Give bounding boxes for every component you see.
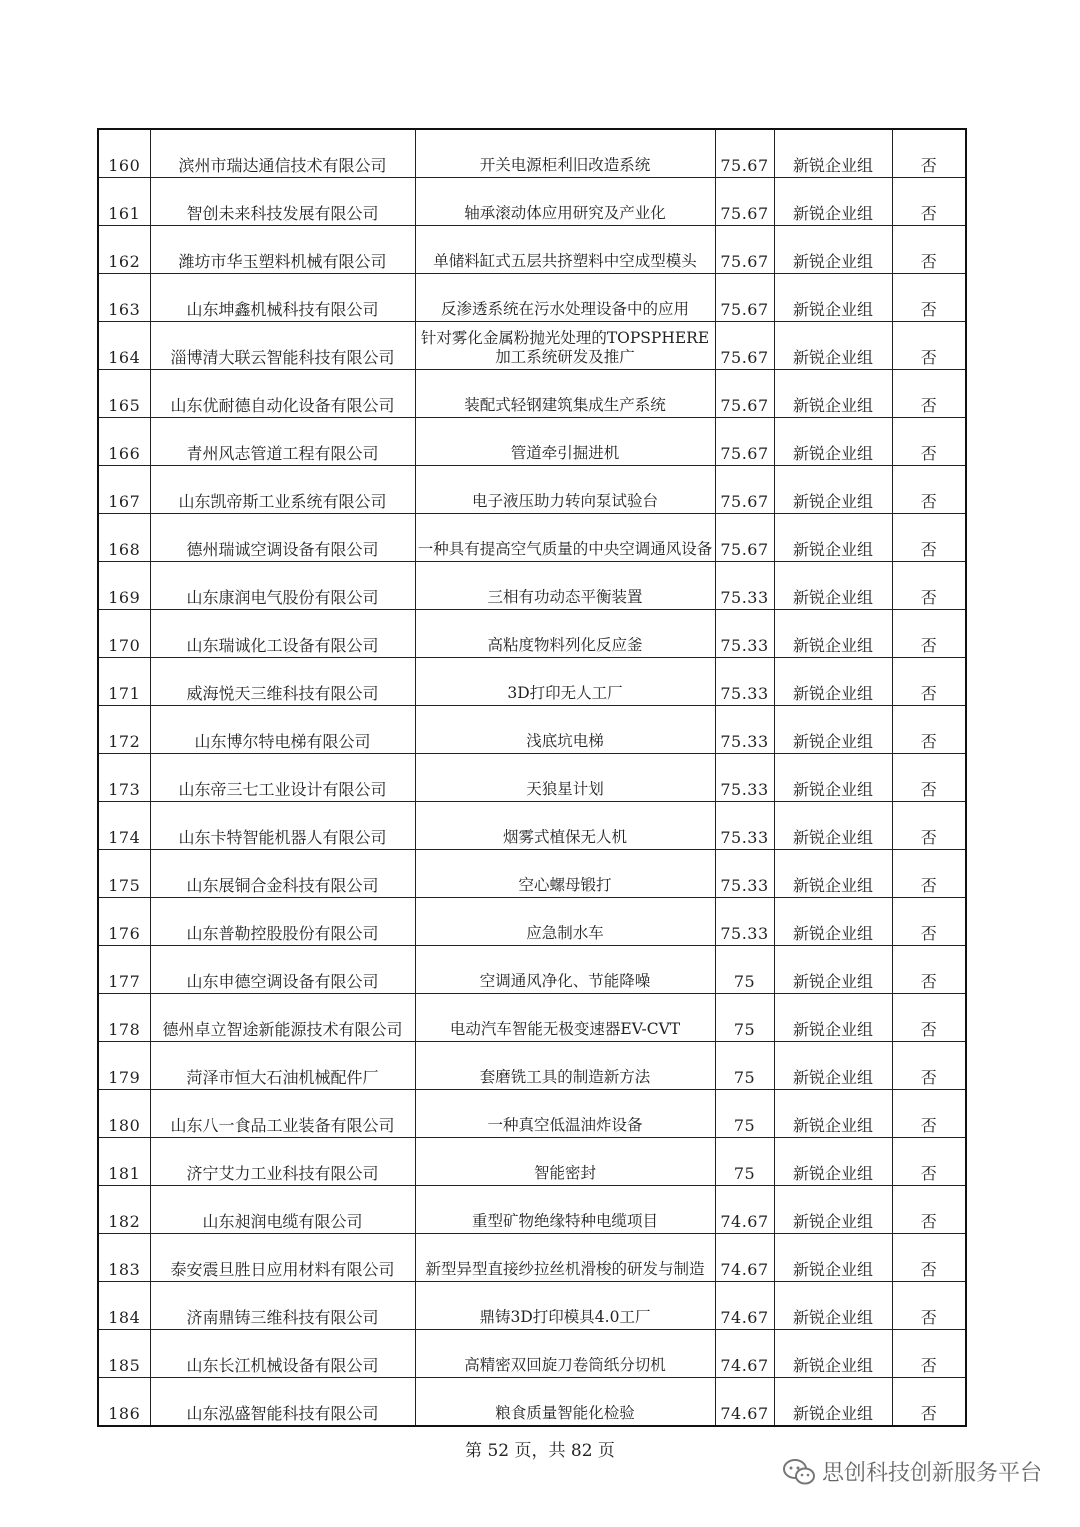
table-row xyxy=(98,898,966,946)
row-number: 170 xyxy=(98,610,150,658)
row-number: 174 xyxy=(98,802,150,850)
score: 75.33 xyxy=(715,898,774,946)
project-name: 装配式轻钢建筑集成生产系统 xyxy=(415,370,715,418)
project-name: 一种具有提高空气质量的中央空调通风设备 xyxy=(415,514,715,562)
score: 74.67 xyxy=(715,1186,774,1234)
group-name: 新锐企业组 xyxy=(774,1330,892,1378)
project-name: 天狼星计划 xyxy=(415,754,715,802)
row-number: 173 xyxy=(98,754,150,802)
row-number: 176 xyxy=(98,898,150,946)
company-name: 山东普勒控股股份有限公司 xyxy=(150,898,415,946)
project-name: 一种真空低温油炸设备 xyxy=(415,1090,715,1138)
project-name: 3D打印无人工厂 xyxy=(415,658,715,706)
row-number: 180 xyxy=(98,1090,150,1138)
table-body xyxy=(98,129,966,1426)
group-name: 新锐企业组 xyxy=(774,706,892,754)
table-row xyxy=(98,1186,966,1234)
score: 75.33 xyxy=(715,802,774,850)
group-name: 新锐企业组 xyxy=(774,1234,892,1282)
table-row xyxy=(98,129,966,178)
group-name: 新锐企业组 xyxy=(774,370,892,418)
flag: 否 xyxy=(892,1090,966,1138)
row-number: 166 xyxy=(98,418,150,466)
flag: 否 xyxy=(892,946,966,994)
flag: 否 xyxy=(892,610,966,658)
flag: 否 xyxy=(892,514,966,562)
company-name: 山东康润电气股份有限公司 xyxy=(150,562,415,610)
flag: 否 xyxy=(892,706,966,754)
results-table xyxy=(97,128,967,1427)
row-number: 179 xyxy=(98,1042,150,1090)
group-name: 新锐企业组 xyxy=(774,129,892,178)
row-number: 160 xyxy=(98,129,150,178)
flag: 否 xyxy=(892,994,966,1042)
project-name: 空调通风净化、节能降噪 xyxy=(415,946,715,994)
table-row xyxy=(98,466,966,514)
flag: 否 xyxy=(892,1282,966,1330)
company-name: 德州卓立智途新能源技术有限公司 xyxy=(150,994,415,1042)
score: 75.67 xyxy=(715,514,774,562)
score: 75.33 xyxy=(715,850,774,898)
score: 75 xyxy=(715,1042,774,1090)
group-name: 新锐企业组 xyxy=(774,1090,892,1138)
project-name: 浅底坑电梯 xyxy=(415,706,715,754)
flag: 否 xyxy=(892,322,966,370)
flag: 否 xyxy=(892,754,966,802)
flag: 否 xyxy=(892,274,966,322)
group-name: 新锐企业组 xyxy=(774,418,892,466)
group-name: 新锐企业组 xyxy=(774,898,892,946)
flag: 否 xyxy=(892,1330,966,1378)
project-name: 高粘度物料列化反应釜 xyxy=(415,610,715,658)
project-name: 开关电源柜利旧改造系统 xyxy=(415,129,715,178)
flag: 否 xyxy=(892,178,966,226)
company-name: 潍坊市华玉塑料机械有限公司 xyxy=(150,226,415,274)
group-name: 新锐企业组 xyxy=(774,466,892,514)
row-number: 163 xyxy=(98,274,150,322)
company-name: 青州风志管道工程有限公司 xyxy=(150,418,415,466)
row-number: 162 xyxy=(98,226,150,274)
table-row xyxy=(98,610,966,658)
company-name: 山东展铜合金科技有限公司 xyxy=(150,850,415,898)
table-row xyxy=(98,1138,966,1186)
table-row xyxy=(98,706,966,754)
group-name: 新锐企业组 xyxy=(774,226,892,274)
company-name: 智创未来科技发展有限公司 xyxy=(150,178,415,226)
row-number: 168 xyxy=(98,514,150,562)
group-name: 新锐企业组 xyxy=(774,1282,892,1330)
row-number: 164 xyxy=(98,322,150,370)
company-name: 山东博尔特电梯有限公司 xyxy=(150,706,415,754)
table-row xyxy=(98,370,966,418)
group-name: 新锐企业组 xyxy=(774,322,892,370)
company-name: 山东申德空调设备有限公司 xyxy=(150,946,415,994)
row-number: 169 xyxy=(98,562,150,610)
score: 75 xyxy=(715,994,774,1042)
row-number: 175 xyxy=(98,850,150,898)
company-name: 山东长江机械设备有限公司 xyxy=(150,1330,415,1378)
group-name: 新锐企业组 xyxy=(774,1186,892,1234)
row-number: 167 xyxy=(98,466,150,514)
score: 74.67 xyxy=(715,1330,774,1378)
project-name: 高精密双回旋刀卷筒纸分切机 xyxy=(415,1330,715,1378)
table-row xyxy=(98,418,966,466)
company-name: 山东坤鑫机械科技有限公司 xyxy=(150,274,415,322)
score: 75 xyxy=(715,1090,774,1138)
group-name: 新锐企业组 xyxy=(774,1138,892,1186)
company-name: 泰安震旦胜日应用材料有限公司 xyxy=(150,1234,415,1282)
project-name: 空心螺母锻打 xyxy=(415,850,715,898)
flag: 否 xyxy=(892,1234,966,1282)
score: 75.33 xyxy=(715,754,774,802)
company-name: 山东凯帝斯工业系统有限公司 xyxy=(150,466,415,514)
score: 75.33 xyxy=(715,658,774,706)
group-name: 新锐企业组 xyxy=(774,1378,892,1427)
score: 75.33 xyxy=(715,706,774,754)
table-row xyxy=(98,1090,966,1138)
table-row xyxy=(98,178,966,226)
flag: 否 xyxy=(892,658,966,706)
table-row xyxy=(98,1378,966,1427)
table-row xyxy=(98,802,966,850)
score: 75.67 xyxy=(715,322,774,370)
table-row xyxy=(98,754,966,802)
flag: 否 xyxy=(892,562,966,610)
table-row xyxy=(98,226,966,274)
project-name: 粮食质量智能化检验 xyxy=(415,1378,715,1427)
group-name: 新锐企业组 xyxy=(774,610,892,658)
row-number: 172 xyxy=(98,706,150,754)
project-name: 反渗透系统在污水处理设备中的应用 xyxy=(415,274,715,322)
company-name: 淄博清大联云智能科技有限公司 xyxy=(150,322,415,370)
project-name: 单储料缸式五层共挤塑料中空成型模头 xyxy=(415,226,715,274)
company-name: 滨州市瑞达通信技术有限公司 xyxy=(150,129,415,178)
score: 74.67 xyxy=(715,1378,774,1427)
company-name: 山东优耐德自动化设备有限公司 xyxy=(150,370,415,418)
row-number: 183 xyxy=(98,1234,150,1282)
flag: 否 xyxy=(892,129,966,178)
group-name: 新锐企业组 xyxy=(774,514,892,562)
row-number: 178 xyxy=(98,994,150,1042)
row-number: 184 xyxy=(98,1282,150,1330)
row-number: 171 xyxy=(98,658,150,706)
company-name: 山东瑞诚化工设备有限公司 xyxy=(150,610,415,658)
project-name: 轴承滚动体应用研究及产业化 xyxy=(415,178,715,226)
company-name: 山东八一食品工业装备有限公司 xyxy=(150,1090,415,1138)
company-name: 德州瑞诚空调设备有限公司 xyxy=(150,514,415,562)
company-name: 济南鼎铸三维科技有限公司 xyxy=(150,1282,415,1330)
score: 75 xyxy=(715,946,774,994)
group-name: 新锐企业组 xyxy=(774,658,892,706)
project-name: 电动汽车智能无极变速器EV-CVT xyxy=(415,994,715,1042)
company-name: 山东泓盛智能科技有限公司 xyxy=(150,1378,415,1427)
project-name: 针对雾化金属粉抛光处理的TOPSPHERE加工系统研发及推广 xyxy=(415,322,715,370)
project-name: 应急制水车 xyxy=(415,898,715,946)
company-name: 菏泽市恒大石油机械配件厂 xyxy=(150,1042,415,1090)
flag: 否 xyxy=(892,1186,966,1234)
wechat-icon xyxy=(782,1458,816,1486)
table-row xyxy=(98,514,966,562)
project-name: 套磨铣工具的制造新方法 xyxy=(415,1042,715,1090)
table-row xyxy=(98,994,966,1042)
group-name: 新锐企业组 xyxy=(774,994,892,1042)
project-name: 三相有功动态平衡装置 xyxy=(415,562,715,610)
flag: 否 xyxy=(892,802,966,850)
project-name: 智能密封 xyxy=(415,1138,715,1186)
group-name: 新锐企业组 xyxy=(774,946,892,994)
group-name: 新锐企业组 xyxy=(774,562,892,610)
company-name: 山东卡特智能机器人有限公司 xyxy=(150,802,415,850)
table-row xyxy=(98,322,966,370)
score: 74.67 xyxy=(715,1234,774,1282)
group-name: 新锐企业组 xyxy=(774,802,892,850)
group-name: 新锐企业组 xyxy=(774,850,892,898)
page-footer: 第 52 页，共 82 页 xyxy=(465,1441,615,1461)
flag: 否 xyxy=(892,1138,966,1186)
table-row xyxy=(98,1282,966,1330)
table-row xyxy=(98,658,966,706)
row-number: 181 xyxy=(98,1138,150,1186)
flag: 否 xyxy=(892,226,966,274)
score: 75.67 xyxy=(715,226,774,274)
table-row xyxy=(98,850,966,898)
project-name: 电子液压助力转向泵试验台 xyxy=(415,466,715,514)
company-name: 济宁艾力工业科技有限公司 xyxy=(150,1138,415,1186)
score: 75.67 xyxy=(715,466,774,514)
score: 75.67 xyxy=(715,274,774,322)
table-row xyxy=(98,1234,966,1282)
group-name: 新锐企业组 xyxy=(774,274,892,322)
row-number: 182 xyxy=(98,1186,150,1234)
group-name: 新锐企业组 xyxy=(774,178,892,226)
score: 75.33 xyxy=(715,610,774,658)
row-number: 186 xyxy=(98,1378,150,1427)
score: 75.67 xyxy=(715,178,774,226)
row-number: 177 xyxy=(98,946,150,994)
row-number: 185 xyxy=(98,1330,150,1378)
group-name: 新锐企业组 xyxy=(774,1042,892,1090)
score: 75 xyxy=(715,1138,774,1186)
table-row xyxy=(98,274,966,322)
table-row xyxy=(98,1330,966,1378)
flag: 否 xyxy=(892,898,966,946)
project-name: 管道牵引掘进机 xyxy=(415,418,715,466)
project-name: 烟雾式植保无人机 xyxy=(415,802,715,850)
flag: 否 xyxy=(892,1378,966,1427)
project-name: 重型矿物绝缘特种电缆项目 xyxy=(415,1186,715,1234)
flag: 否 xyxy=(892,1042,966,1090)
company-name: 山东帝三七工业设计有限公司 xyxy=(150,754,415,802)
project-name: 新型异型直接纱拉丝机滑梭的研发与制造 xyxy=(415,1234,715,1282)
table-row xyxy=(98,946,966,994)
flag: 否 xyxy=(892,466,966,514)
watermark-text: 思创科技创新服务平台 xyxy=(821,1461,1042,1486)
score: 75.67 xyxy=(715,129,774,178)
row-number: 165 xyxy=(98,370,150,418)
flag: 否 xyxy=(892,370,966,418)
score: 75.67 xyxy=(715,370,774,418)
project-name: 鼎铸3D打印模具4.0工厂 xyxy=(415,1282,715,1330)
table-row xyxy=(98,1042,966,1090)
company-name: 威海悦天三维科技有限公司 xyxy=(150,658,415,706)
score: 75.67 xyxy=(715,418,774,466)
score: 75.33 xyxy=(715,562,774,610)
score: 74.67 xyxy=(715,1282,774,1330)
watermark xyxy=(782,1456,1042,1487)
table-row xyxy=(98,562,966,610)
group-name: 新锐企业组 xyxy=(774,754,892,802)
company-name: 山东昶润电缆有限公司 xyxy=(150,1186,415,1234)
flag: 否 xyxy=(892,418,966,466)
row-number: 161 xyxy=(98,178,150,226)
flag: 否 xyxy=(892,850,966,898)
